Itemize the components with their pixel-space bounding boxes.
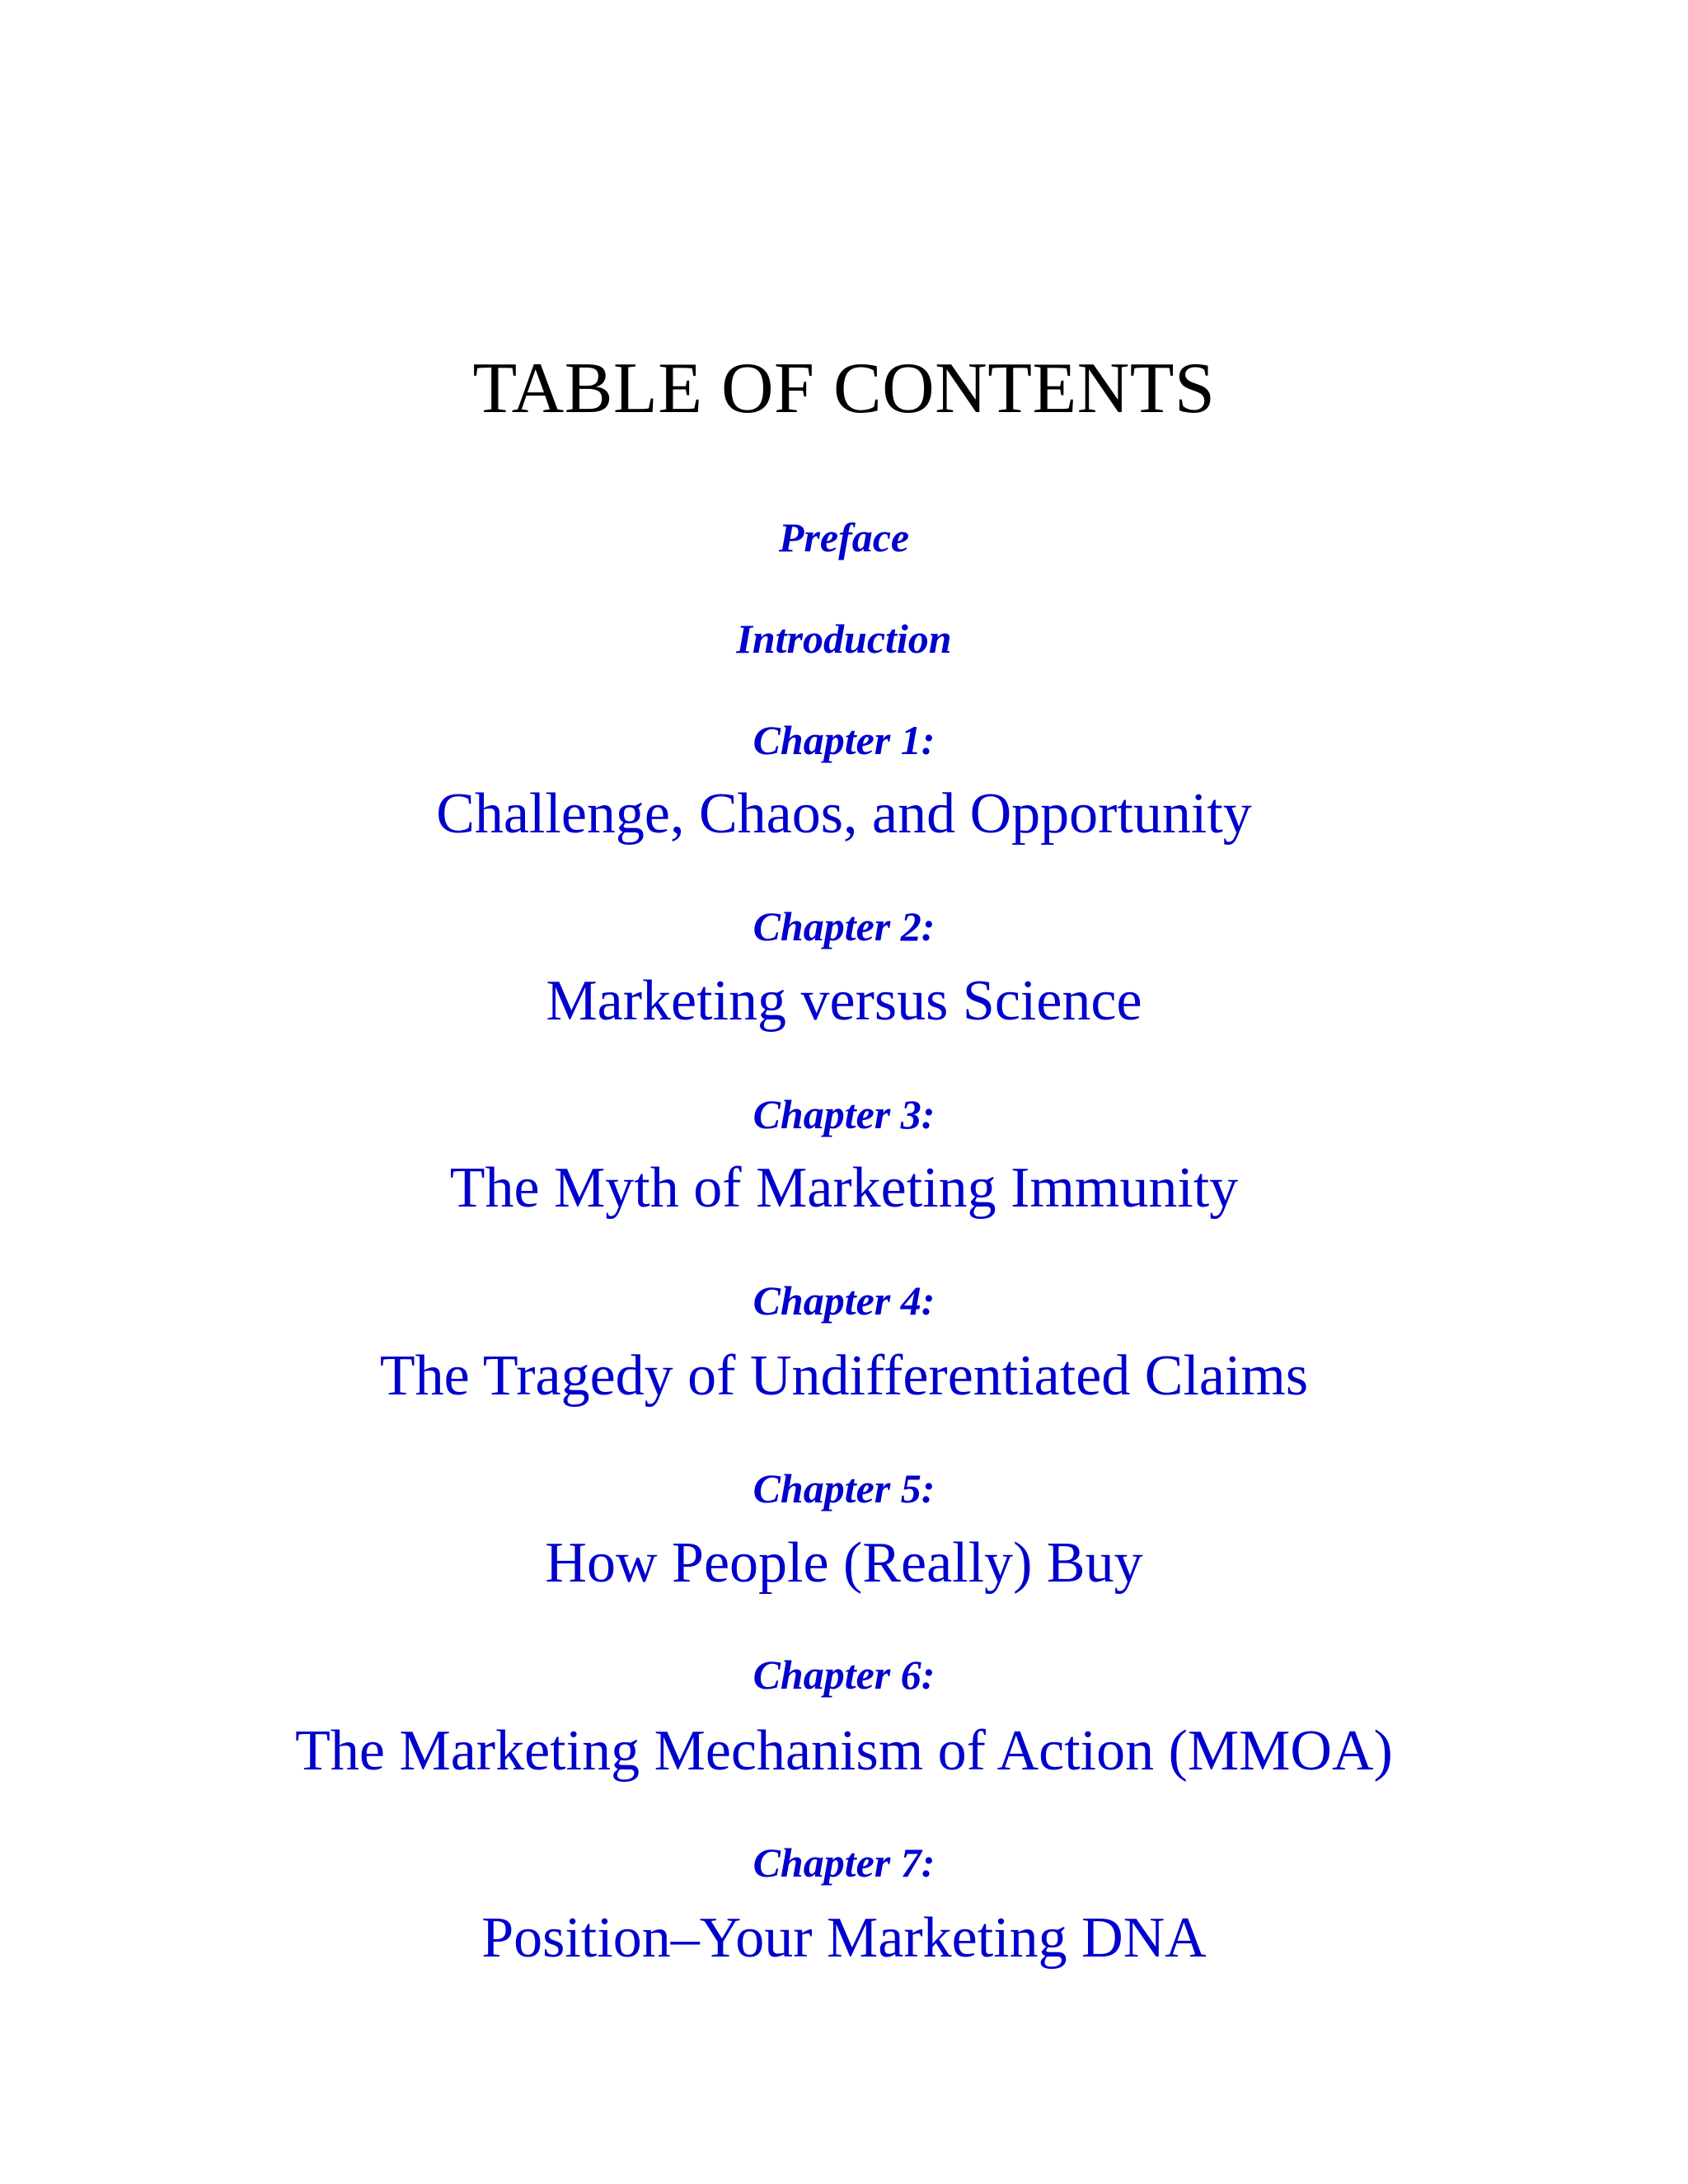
toc-link-preface[interactable]: Preface <box>778 514 910 560</box>
toc-chapter-7-label[interactable]: Chapter 7: <box>753 1840 935 1886</box>
toc-chapter-3-title[interactable]: The Myth of Marketing Immunity <box>449 1156 1239 1220</box>
toc-chapter-3-label[interactable]: Chapter 3: <box>753 1091 935 1137</box>
toc-chapter-5-title[interactable]: How People (Really) Buy <box>545 1531 1143 1595</box>
toc-link-introduction[interactable]: Introduction <box>736 616 952 662</box>
toc-chapter-7-title[interactable]: Position–Your Marketing DNA <box>481 1906 1207 1970</box>
toc-chapter-2-label[interactable]: Chapter 2: <box>753 903 935 949</box>
toc-chapter-4-title[interactable]: The Tragedy of Undifferentiated Claims <box>379 1344 1309 1408</box>
toc-chapter-2-title[interactable]: Marketing versus Science <box>546 969 1142 1033</box>
page-title: TABLE OF CONTENTS <box>472 349 1216 429</box>
toc-chapter-6-label[interactable]: Chapter 6: <box>753 1652 935 1698</box>
toc-chapter-6-title[interactable]: The Marketing Mechanism of Action (MMOA) <box>295 1719 1393 1783</box>
toc-chapter-5-label[interactable]: Chapter 5: <box>753 1465 935 1511</box>
toc-chapter-1-title[interactable]: Challenge, Chaos, and Opportunity <box>436 782 1252 846</box>
toc-chapter-4-label[interactable]: Chapter 4: <box>753 1277 935 1324</box>
toc-chapter-1-label[interactable]: Chapter 1: <box>753 717 935 763</box>
